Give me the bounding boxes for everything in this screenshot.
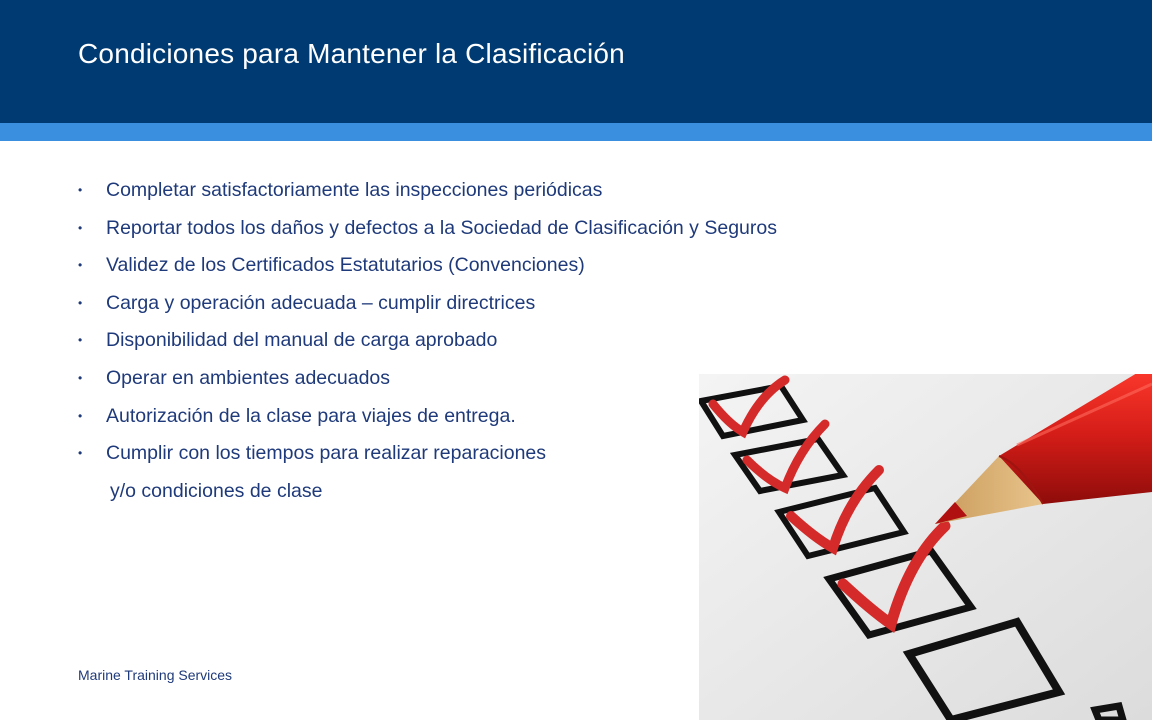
bullet-text: Completar satisfactoriamente las inspecciones periódicas — [106, 179, 603, 201]
list-item — [78, 360, 777, 398]
list-item — [78, 285, 777, 323]
slide-title: Condiciones para Mantener la Clasificación — [78, 38, 625, 69]
list-item — [78, 210, 777, 248]
bullet-text: Validez de los Certificados Estatutarios (Convenciones) — [106, 254, 585, 277]
bullet-text: Disponibilidad del manual de carga aprobado — [106, 329, 498, 352]
bullet-text: Operar en ambientes adecuados — [106, 366, 391, 389]
list-item — [78, 247, 777, 285]
list-item — [78, 398, 777, 436]
bullet-icon: • — [78, 183, 83, 197]
bullet-text: Carga y operación adecuada – cumplir directrices — [106, 291, 536, 314]
bullet-icon: • — [78, 295, 83, 310]
bullet-icon: • — [78, 220, 83, 235]
bullet-text: Cumplir con los tiempos para realizar reparaciones — [106, 442, 547, 465]
list-item — [78, 172, 777, 210]
footer-text: Marine Training Services — [78, 667, 233, 683]
checklist-pencil-image — [699, 374, 1152, 720]
bullet-list — [78, 172, 777, 510]
bullet-continuation: y/o condiciones de clase — [110, 479, 323, 502]
bullet-icon: • — [78, 258, 83, 273]
header-accent-strip — [0, 123, 1152, 141]
list-item — [78, 322, 777, 360]
bullet-icon: • — [78, 333, 83, 348]
list-item — [78, 435, 777, 473]
bullet-text: Autorización de la clase para viajes de entrega. — [106, 404, 516, 427]
bullet-text: Reportar todos los daños y defectos a la Sociedad de Clasificación y Seguros — [106, 216, 777, 239]
bullet-icon: • — [78, 446, 83, 461]
bullet-icon: • — [78, 370, 83, 385]
bullet-icon: • — [78, 408, 83, 423]
